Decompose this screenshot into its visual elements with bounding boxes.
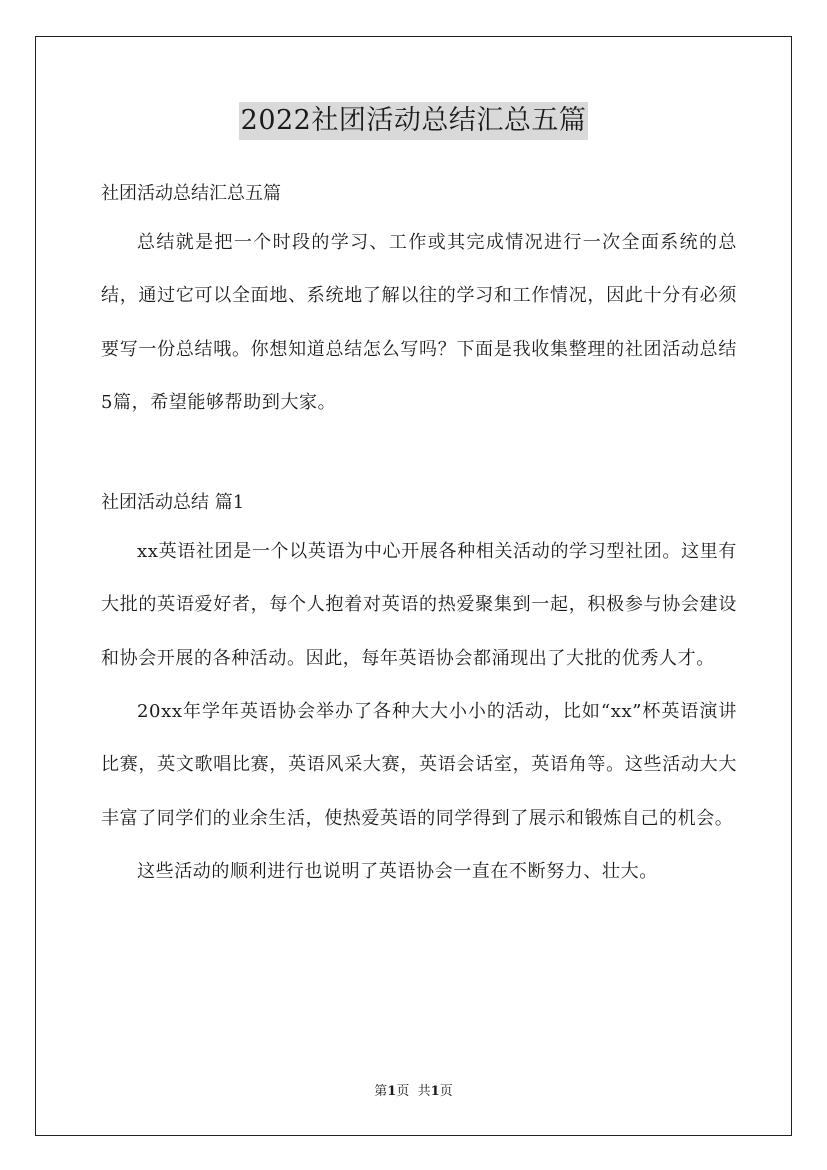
body-paragraph: xx英语社团是一个以英语为中心开展各种相关活动的学习型社团。这里有大批的英语爱好者，每个人抱着对英语的热爱聚集到一起，积极参与协会建设和协会开展的各种活动。因此，每年英语协会都涌现出了大批的优秀人才。 xyxy=(101,541,737,669)
total-suffix: 页 xyxy=(439,1084,453,1099)
section-spacer xyxy=(101,429,737,481)
page-number: 1 xyxy=(387,1084,397,1099)
body-paragraph: 这些活动的顺利进行也说明了英语协会一直在不断努力、壮大。 xyxy=(137,860,658,882)
intro-paragraph: 总结就是把一个时段的学习、工作或其完成情况进行一次全面系统的总结，通过它可以全面地、系统地了解以往的学习和工作情况，因此十分有必须要写一份总结哦。你想知道总结怎么写吗？下面是我收集整理的社团活动总结5篇，希望能够帮助到大家。 xyxy=(101,232,737,413)
total-pages: 1 xyxy=(430,1084,440,1099)
body-paragraph: 20xx年学年英语协会举办了各种大大小小的活动，比如“xx”杯英语演讲比赛，英文歌唱比赛，英语风采大赛，英语会话室，英语角等。这些活动大大丰富了同学们的业余生活，使热爱英语的同学得到了展示和锻炼自己的机会。 xyxy=(101,701,737,829)
section-heading: 社团活动总结 篇1 xyxy=(101,492,245,514)
document-title: 2022社团活动总结汇总五篇 xyxy=(239,102,589,140)
total-prefix: 共 xyxy=(417,1084,431,1099)
title-block xyxy=(0,102,827,140)
page-suffix: 页 xyxy=(396,1084,410,1099)
page-footer xyxy=(0,1082,827,1102)
page-prefix: 第 xyxy=(374,1084,388,1099)
document-subtitle: 社团活动总结汇总五篇 xyxy=(101,183,281,204)
document-body xyxy=(101,172,737,898)
